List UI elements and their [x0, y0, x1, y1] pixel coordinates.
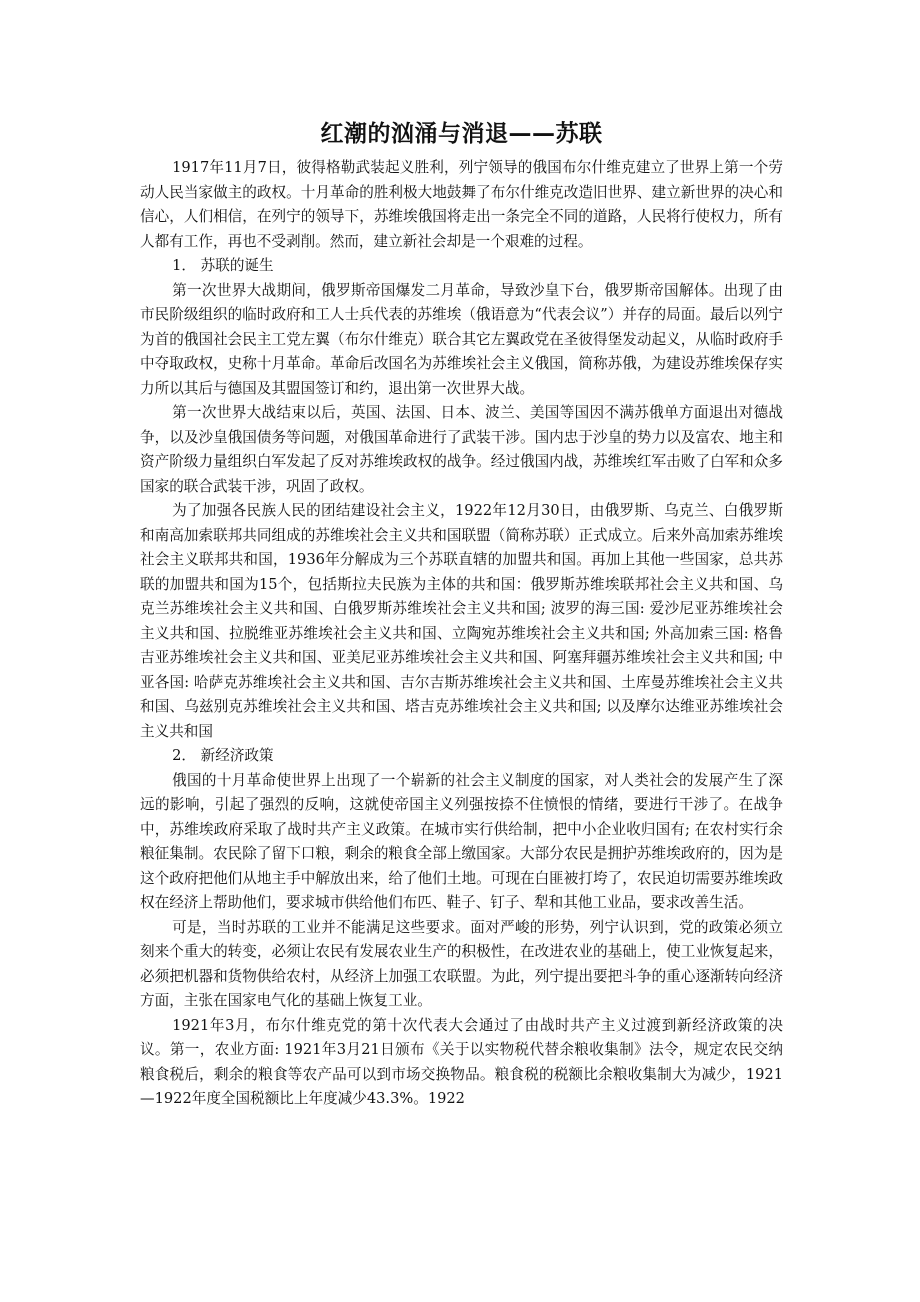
section-heading-new-economic-policy: 2． 新经济政策: [172, 747, 274, 764]
paragraph: 第一次世界大战期间，俄罗斯帝国爆发二月革命，导致沙皇下台，俄罗斯帝国解体。出现了由市民阶级组织的临时政府和工人士兵代表的苏维埃（俄语意为“代表会议”）并存的局面。最后以列宁为首的俄国社会民主工党左翼（布尔什维克）联合其它左翼政党在圣彼得堡发动起义，从临时政府手中夺取政权，史称十月革命。革命后改国名为苏维埃社会主义俄国，简称苏俄，为建设苏维埃保存实力所以其后与德国及其盟国签订和约，退出第一次世界大战。: [140, 281, 783, 397]
document-title: 红潮的汹涌与消退——苏联: [320, 121, 603, 147]
paragraph: 俄国的十月革命使世界上出现了一个崭新的社会主义制度的国家，对人类社会的发展产生了深远的影响，引起了强烈的反响，这就使帝国主义列强按捺不住愤恨的情绪，要进行干涉了。在战争中，苏维埃政府采取了战时共产主义政策。在城市实行供给制，把中小企业收归国有; 在农村实行余粮征集制。农民除了留下口粮，剩余的粮食全部上缴国家。大部分农民是拥护苏维埃政府的，因为是这个政府把他们从地主手中解放出来，给了他们土地。可现在白匪被打垮了，农民迫切需要苏维埃政权在经济上帮助他们，要求城市供给他们布匹、鞋子、钉子、犁和其他工业品，要求改善生活。: [140, 771, 783, 911]
section-heading-birth-of-ussr: 1． 苏联的诞生: [172, 257, 274, 274]
document-page: [140, 118, 783, 1112]
paragraph: 1921年3月，布尔什维克党的第十次代表大会通过了由战时共产主义过渡到新经济政策的决议。第一，农业方面: 1921年3月21日颁布《关于以实物税代替余粮收集制》法令，规定农民交纳粮食税后，剩余的粮食等农产品可以到市场交换物品。粮食税的税额比余粮收集制大为减少，1921—1922年度全国税额比上年度减少43.3%。1922: [140, 1016, 783, 1107]
paragraph: 可是，当时苏联的工业并不能满足这些要求。面对严峻的形势，列宁认识到，党的政策必须立刻来个重大的转变，必须让农民有发展农业生产的积极性，在改进农业的基础上，使工业恢复起来，必须把机器和货物供给农村，从经济上加强工农联盟。为此，列宁提出要把斗争的重心逐渐转向经济方面，主张在国家电气化的基础上恢复工业。: [140, 918, 783, 1009]
intro-paragraph: 1917年11月7日，彼得格勒武装起义胜利，列宁领导的俄国布尔什维克建立了世界上第一个劳动人民当家做主的政权。十月革命的胜利极大地鼓舞了布尔什维克改造旧世界、建立新世界的决心和信心，人们相信，在列宁的领导下，苏维埃俄国将走出一条完全不同的道路，人民将行使权力，所有人都有工作，再也不受剥削。然而，建立新社会却是一个艰难的过程。: [140, 159, 783, 250]
paragraph: 为了加强各民族人民的团结建设社会主义，1922年12月30日，由俄罗斯、乌克兰、白俄罗斯和南高加索联邦共同组成的苏维埃社会主义共和国联盟（简称苏联）正式成立。后来外高加索苏维埃社会主义联邦共和国，1936年分解成为三个苏联直辖的加盟共和国。再加上其他一些国家，总共苏联的加盟共和国为15个，包括斯拉夫民族为主体的共和国：俄罗斯苏维埃联邦社会主义共和国、乌克兰苏维埃社会主义共和国、白俄罗斯苏维埃社会主义共和国; 波罗的海三国: 爱沙尼亚苏维埃社会主义共和国、拉脱维亚苏维埃社会主义共和国、立陶宛苏维埃社会主义共和国; 外高加索三国: 格鲁吉亚苏维埃社会主义共和国、亚美尼亚苏维埃社会主义共和国、阿塞拜疆苏维埃社会主义共和国; 中亚各国: 哈萨克苏维埃社会主义共和国、吉尔吉斯苏维埃社会主义共和国、土库曼苏维埃社会主义共和国、乌兹别克苏维埃社会主义共和国、塔吉克苏维埃社会主义共和国; 以及摩尔达维亚苏维埃社会主义共和国: [140, 502, 783, 740]
paragraph: 第一次世界大战结束以后，英国、法国、日本、波兰、美国等国因不满苏俄单方面退出对德战争，以及沙皇俄国债务等问题，对俄国革命进行了武装干涉。国内忠于沙皇的势力以及富农、地主和资产阶级力量组织白军发起了反对苏维埃政权的战争。经过俄国内战，苏维埃红军击败了白军和众多国家的联合武装干涉，巩固了政权。: [140, 404, 783, 495]
